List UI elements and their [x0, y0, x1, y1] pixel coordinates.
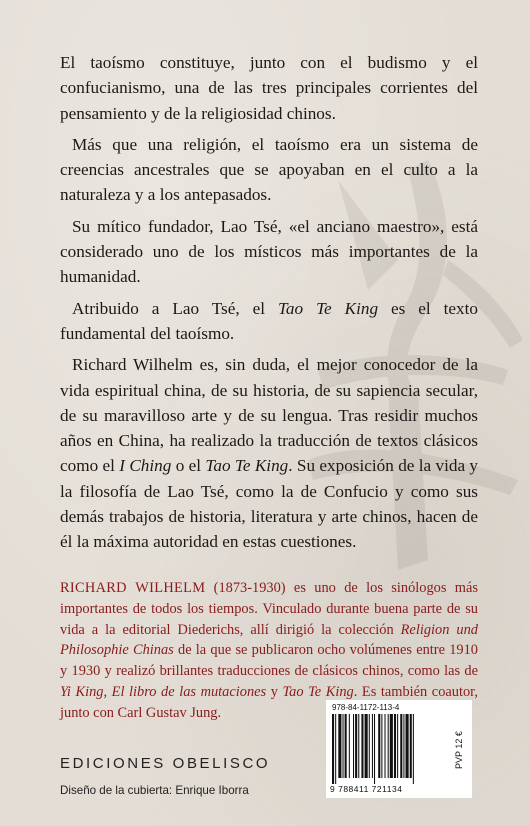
blurb-paragraph-2: Más que una religión, el taoísmo era un sistema de creencias ancestrales que se apoyaban en el culto a la naturaleza y a los antepasados. [60, 134, 478, 205]
book-title-tao-te-king: Tao Te King [277, 298, 379, 318]
blurb-p5-text-a: Richard Wilhelm es, sin duda, el mejor conocedor de la vida espiritual china, de su historia, de su sapiencia secular, de su maravilloso arte y de su lengua. Tras residir muchos años en China, ha realizado la traducción de textos clásicos como el [60, 355, 478, 476]
blurb-p4-text-a: Atribuido a Lao Tsé, el [72, 298, 278, 318]
book-title-i-ching: I Ching [119, 456, 172, 476]
bio-title-religion-und-philosophie: Religion und Philosophie Chinas [60, 621, 478, 659]
blurb-paragraph-3: Su mítico fundador, Lao Tsé, «el anciano maestro», está considerado uno de los místicos más importantes de la humanidad. [60, 216, 478, 287]
bio-text-c: , [103, 683, 112, 700]
publisher-name: EDICIONES OBELISCO [60, 755, 271, 772]
bio-title-yi-king: Yi King [60, 683, 104, 700]
isbn-label: 978-84-1172-113-4 [332, 703, 400, 712]
bio-text-a: (1873-1930) es uno de los sinólogos más importantes de todos los tiempos. Vinculado durante buena parte de su vida a la editorial Diederichs, allí dirigió la colección [60, 580, 478, 638]
bio-text-d: y [266, 683, 283, 700]
barcode-panel [326, 700, 472, 798]
bio-text-e: . Es también coautor, junto con Carl Gustav Jung. [60, 683, 478, 721]
bio-title-tao-te-king: Tao Te King [282, 683, 354, 700]
blurb-p5-text-b: o el [171, 456, 206, 476]
barcode-icon [330, 714, 450, 784]
author-name: RICHARD WILHELM [60, 580, 206, 596]
barcode-digits: 9 788411 721134 [330, 784, 403, 794]
blurb-p4-text-b: es el texto fundamental del taoísmo. [60, 298, 479, 343]
blurb-paragraph-4 [60, 296, 478, 347]
back-cover-blurb [60, 50, 478, 555]
cover-design-credit: Diseño de la cubierta: Enrique Iborra [60, 784, 249, 797]
blurb-paragraph-5 [60, 352, 478, 554]
bio-text-b: de la que se publicaron ocho volúmenes entre 1910 y 1930 y realizó brillantes traducciones de clásicos chinos, como las de [60, 642, 478, 680]
blurb-p5-text-c: . Su exposición de la vida y la filosofía de Lao Tsé, como la de Confucio y como sus demás trabajos de historia, literatura y arte chinos, hacen de él la máxima autoridad en estas cuestiones. [60, 456, 479, 552]
price-label: PVP 12 € [454, 731, 464, 769]
bio-title-libro-mutaciones: El libro de las mutaciones [111, 683, 267, 700]
blurb-paragraph-1: El taoísmo constituye, junto con el budismo y el confucianismo, una de las tres principales corrientes del pensamiento y de la religiosidad chinos. [60, 53, 478, 123]
book-title-tao-te-king-2: Tao Te King [205, 456, 289, 476]
